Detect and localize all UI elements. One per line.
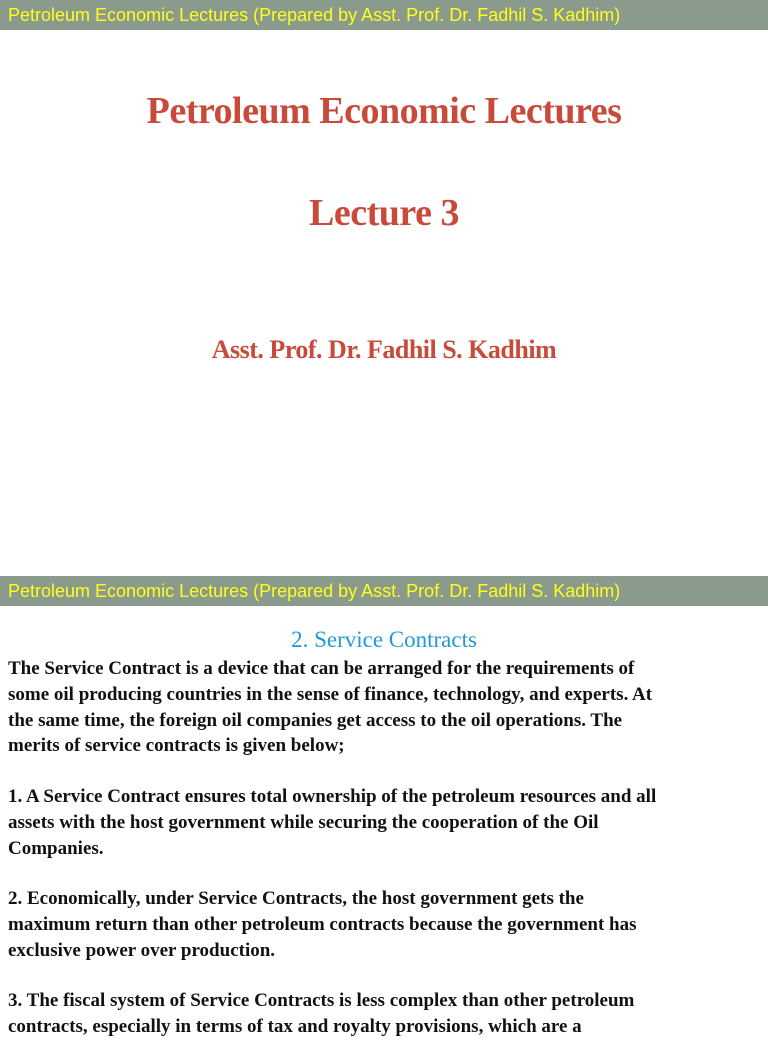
header-text: Petroleum Economic Lectures (Prepared by Asst. Prof. Dr. Fadhil S. Kadhim) xyxy=(8,581,621,601)
page-header-bar xyxy=(0,576,768,606)
text-line: maximum return than other petroleum contracts because the government has xyxy=(8,913,637,935)
text-line: merits of service contracts is given below; xyxy=(8,735,345,757)
text-line: assets with the host government while securing the cooperation of the Oil xyxy=(8,811,599,833)
text-line: 3. The fiscal system of Service Contracts is less complex than other petroleum xyxy=(8,990,635,1011)
merit-point-3 xyxy=(8,988,760,1040)
author-name: Asst. Prof. Dr. Fadhil S. Kadhim xyxy=(211,335,557,364)
text-line: Companies. xyxy=(8,837,104,859)
text-line: The Service Contract is a device that can be arranged for the requirements of xyxy=(8,658,635,679)
merit-point-1 xyxy=(8,784,760,861)
text-line: some oil producing countries in the sense of finance, technology, and experts. At xyxy=(8,683,653,705)
text-line: 2. Economically, under Service Contracts, the host government gets the xyxy=(8,888,584,909)
text-line: 1. A Service Contract ensures total ownership of the petroleum resources and all xyxy=(8,786,657,807)
merit-point-2 xyxy=(8,886,760,963)
header-text: Petroleum Economic Lectures (Prepared by Asst. Prof. Dr. Fadhil S. Kadhim) xyxy=(8,5,621,25)
page-header-bar xyxy=(0,0,768,30)
section-heading: 2. Service Contracts xyxy=(291,627,477,652)
text-line: contracts, especially in terms of tax and royalty provisions, which are a xyxy=(8,1015,582,1037)
text-line: the same time, the foreign oil companies get access to the oil operations. The xyxy=(8,709,623,731)
lecture-series-title: Petroleum Economic Lectures xyxy=(146,90,622,132)
intro-paragraph xyxy=(8,656,760,759)
lecture-number-title: Lecture 3 xyxy=(309,192,459,234)
text-line: exclusive power over production. xyxy=(8,939,276,961)
